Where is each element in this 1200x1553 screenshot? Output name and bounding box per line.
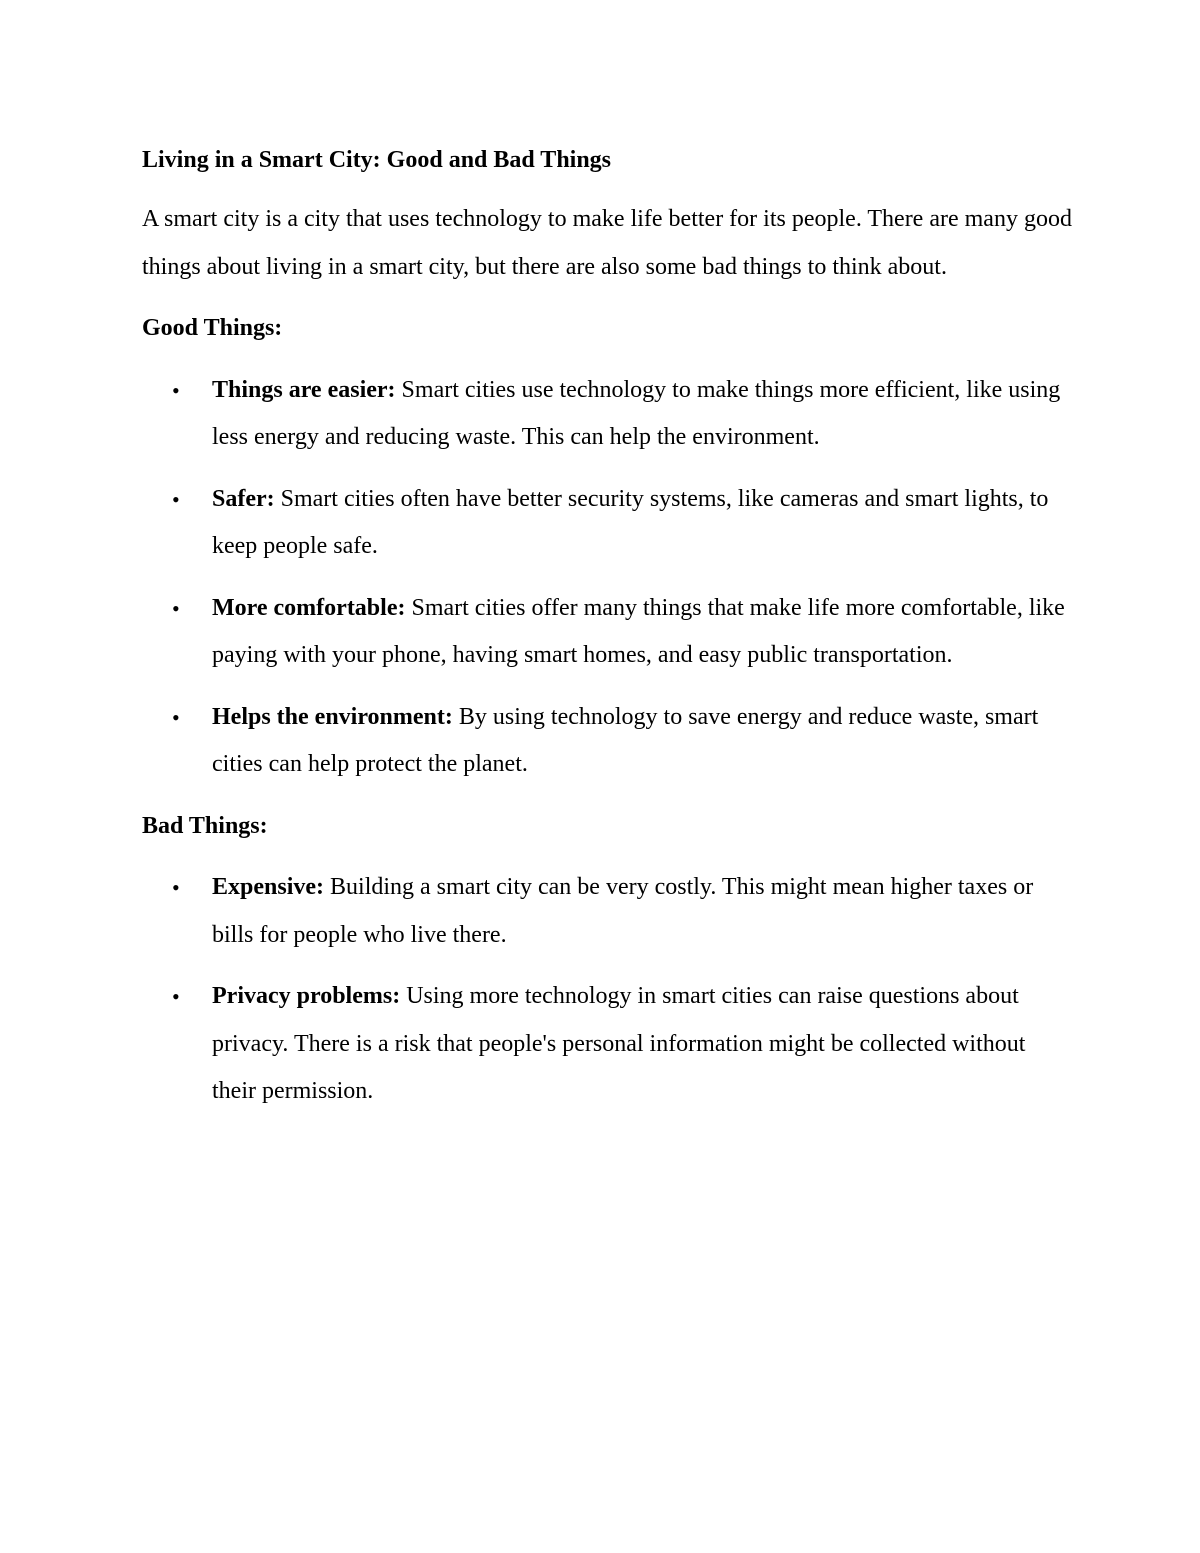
good-things-heading: Good Things: [142,315,283,341]
list-item [142,864,1072,959]
item-term: Safer: [212,485,275,512]
item-text: By using technology to save energy and reduce waste, smart cities can help protect the planet. [212,703,1039,777]
bullet-icon: • [172,486,180,512]
list-item [142,585,1072,680]
item-term: More comfortable: [212,594,406,621]
good-things-list [142,367,1072,789]
item-text: Smart cities offer many things that make life more comfortable, like paying with your phone, having smart homes, and easy public transportation. [212,594,1065,668]
intro-paragraph: A smart city is a city that uses technology to make life better for its people. There are many good things about living in a smart city, but there are also some bad things to think about. [142,206,1072,280]
item-term: Expensive: [212,874,325,900]
item-text: Building a smart city can be very costly. This might mean higher taxes or bills for people who live there. [212,874,1034,948]
list-item [142,973,1072,1116]
bad-things-heading: Bad Things: [142,812,268,839]
item-text: Smart cities often have better security systems, like cameras and smart lights, to keep people safe. [212,485,1049,559]
list-item [142,367,1072,462]
item-term: Privacy problems: [212,983,401,1009]
list-item [142,476,1072,571]
list-item [142,694,1072,789]
bad-things-list [142,864,1072,1116]
bullet-icon: • [172,875,180,900]
item-term: Helps the environment: [212,703,453,730]
bullet-icon: • [172,984,180,1009]
item-text: Smart cities use technology to make things more efficient, like using less energy and reducing waste. This can help the environment. [212,376,1061,450]
item-term: Things are easier: [212,376,396,403]
bullet-icon: • [172,377,180,403]
document-title: Living in a Smart City: Good and Bad Things [142,147,612,173]
item-text: Using more technology in smart cities can raise questions about privacy. There is a risk that people's personal information might be collected without their permission. [212,983,1026,1104]
bullet-icon: • [172,704,180,730]
document-body [142,140,1072,1130]
bullet-icon: • [172,595,180,621]
